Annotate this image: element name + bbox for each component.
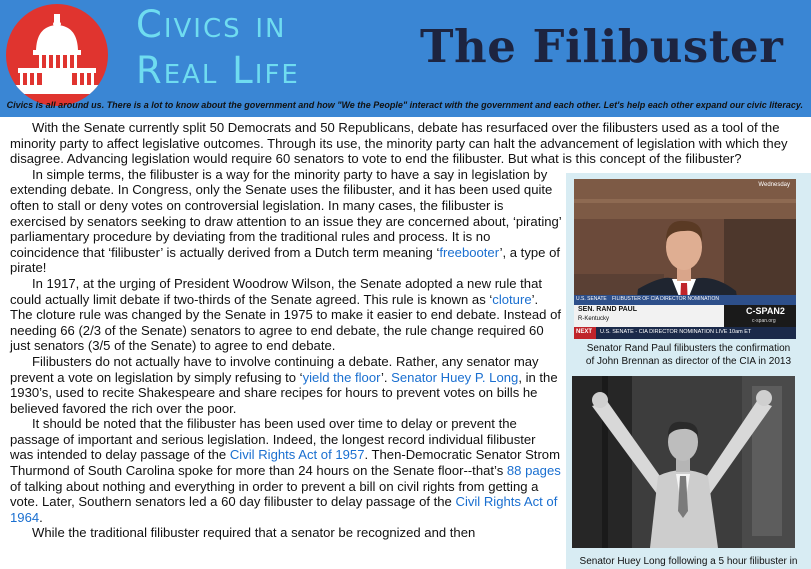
paragraph-3 [10, 276, 562, 354]
photo1-channel-logo: C-SPAN2 [746, 306, 785, 316]
paragraph-3-text-b: ’. The cloture rule was changed by the Senate in 1975 to make it easier to end debate. Instead of needing 66 (2/3 of the Senate) senators to agree to end debate, the rule change required 60 just senators (3/5 of the Senate) to agree to end debate. [10, 291, 562, 354]
paragraph-4-text-b: ’. [380, 369, 392, 385]
paragraph-5-text-d: . [39, 509, 43, 525]
brand-name [136, 2, 300, 94]
paragraph-4-text-a: Filibusters do not actually have to involve continuing a debate. Rather, any senator may prevent a vote on legislation by simply refusing to ‘ [10, 353, 539, 385]
paragraph-5-text-a: It should be noted that the filibuster has been used over time to delay or prevent the passage of important and serious legislation. Indeed, the longest record individual filibuster was intended to delay passage of the [10, 416, 536, 463]
paragraph-3-text-a: In 1917, at the urging of President Woodrow Wilson, the Senate adopted a new rule that could actually limit debate if two-thirds of the Senate agreed. This rule is known as ‘ [10, 275, 543, 307]
paragraph-4-text-c: , in the 1930’s, used to recite Shakespeare and share recipes for hours to prevent votes on bills he believed favored the rich over the poor. [10, 369, 558, 416]
link-cloture[interactable]: cloture [492, 291, 532, 307]
paragraph-5 [10, 416, 562, 525]
photo1-channel-url: c-span.org [752, 318, 776, 324]
paragraph-5-text-c: of talking about nothing and everything in order to prevent a bill on civil rights from getting a vote. Later, Southern senators led a 60 day filibuster to delay passage of the [10, 478, 539, 510]
link-civil-rights-act-1964[interactable]: Civil Rights Act of 1964 [10, 494, 558, 525]
link-huey-long[interactable]: Senator Huey P. Long [391, 369, 519, 385]
photo1-day-label: Wednesday [758, 182, 790, 188]
huey-long-photo [572, 376, 795, 548]
link-freebooter[interactable]: freebooter [439, 244, 500, 260]
photo1-ticker: U.S. SENATE - CIA DIRECTOR NOMINATION LIVE 10am ET [600, 329, 752, 335]
photo1-ticker-tag: NEXT [576, 329, 593, 335]
paragraph-1-text: With the Senate currently split 50 Democrats and 50 Republicans, debate has resurfaced over the filibusters used as a tool of the minority party to affect legislative outcomes. Through its use, the minority party can halt the advancement of legislation with which they disagree. Advancing legislation would require 60 senators to vote to end the filibuster. But what is this concept of the filibuster? [10, 120, 788, 167]
paragraph-6 [10, 525, 562, 541]
paragraph-5-text-b: . Then-Democratic Senator Strom Thurmond of South Carolina spoke for more than 24 hours on the Senate floor--that’s [10, 447, 560, 479]
link-88-pages[interactable]: 88 pages [506, 463, 561, 479]
photo1-network-tag: U.S. SENATE [576, 296, 607, 302]
caption-rand-paul: Senator Rand Paul filibusters the confirmation of John Brennan as director of the CIA in 2013 [585, 343, 792, 367]
photo1-senator-name: SEN. RAND PAUL [578, 306, 637, 313]
paragraph-2-text-a: In simple terms, the filibuster is a way for the minority party to have a say in legislation by extending debate. In Congress, only the Senate uses the filibuster, and it has been used quite often to stall or deny votes on controversial legislation. In many cases, the filibuster is exercised by senators seeking to draw attention to an issue they are concerned about, ‘pirating’ parliamentary procedure by deviating from the traditional rules and process. It is no coincidence that ‘filibuster’ is actually derived from a Dutch term meaning ‘ [10, 166, 562, 260]
header-banner [0, 0, 811, 117]
paragraph-6-text: While the traditional filibuster required that a senator be recognized and then [32, 525, 476, 541]
photo-sidebar [566, 173, 811, 569]
paragraph-2-text-b: ’, a type of pirate! [10, 244, 560, 276]
capitol-dome-icon [6, 4, 108, 106]
link-yield-the-floor[interactable]: yield the floor [302, 369, 381, 385]
paragraph-2 [10, 167, 562, 276]
paragraph-1 [10, 120, 805, 167]
photo1-lower-third-bar: FILIBUSTER OF CIA DIRECTOR NOMINATION [612, 296, 720, 302]
caption-huey-long: Senator Huey Long following a 5 hour filibuster in [579, 556, 798, 567]
brand-line-2: Real Life [136, 49, 300, 92]
photo1-senator-state: R-Kentucky [578, 316, 610, 322]
link-civil-rights-act-1957[interactable]: Civil Rights Act of 1957 [229, 447, 365, 463]
paragraph-4 [10, 354, 562, 416]
tagline: Civics is all around us. There is a lot to know about the government and how "We the People" interact with the government and each other. Let's help each other expand our civic literacy. [6, 100, 803, 110]
page-title: The Filibuster [420, 20, 784, 73]
rand-paul-photo [574, 179, 796, 339]
brand-line-1: Civics in [136, 3, 287, 46]
